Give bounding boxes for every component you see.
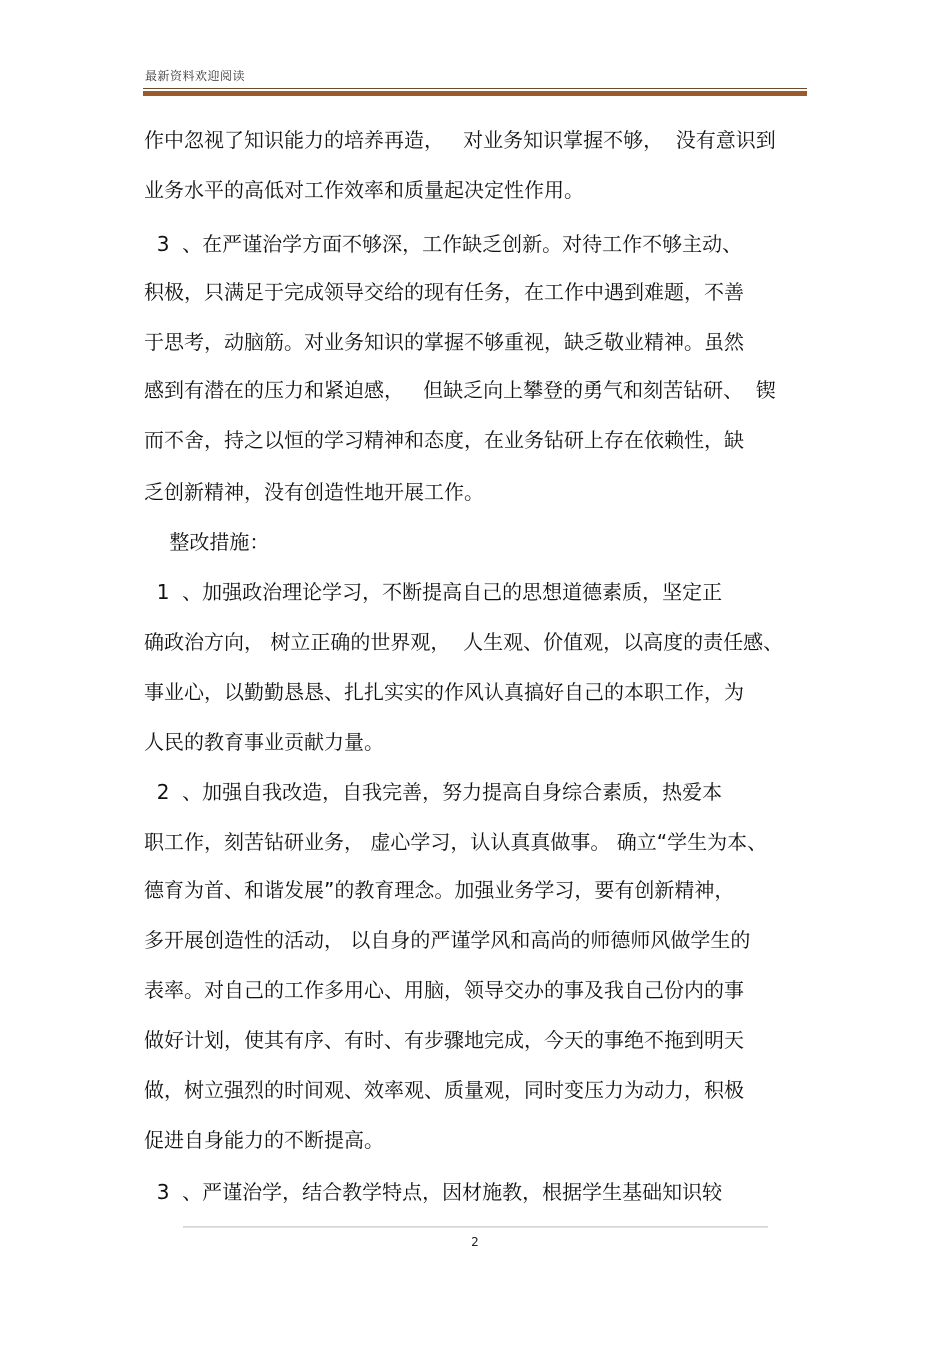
- header-divider-thin: [143, 88, 807, 89]
- header-title: 最新资料欢迎阅读: [145, 69, 246, 83]
- header-divider-thick: [143, 91, 807, 96]
- text-line: 于思考，动脑筋。对业务知识的掌握不够重视，缺乏敬业精神。虽然: [144, 330, 744, 354]
- text-line: 人民的教育事业贡献力量。: [144, 730, 384, 754]
- footer-divider: [183, 1226, 768, 1228]
- text-line: 1 、加强政治理论学习，不断提高自己的思想道德素质，坚定正: [144, 580, 723, 604]
- page-number: 2: [471, 1235, 479, 1249]
- text-line: 多开展创造性的活动， 以自身的严谨学风和高尚的师德师风做学生的: [144, 928, 751, 952]
- text-line: 事业心，以勤勤恳恳、扎扎实实的作风认真搞好自己的本职工作，为: [144, 680, 744, 704]
- text-line: 作中忽视了知识能力的培养再造， 对业务知识掌握不够， 没有意识到: [144, 128, 776, 152]
- text-line: 德育为首、和谐发展”的教育理念。加强业务学习，要有创新精神，: [144, 878, 735, 902]
- text-line: 确政治方向， 树立正确的世界观， 人生观、价值观，以高度的责任感、: [144, 630, 784, 654]
- text-line: 做好计划，使其有序、有时、有步骤地完成，今天的事绝不拖到明天: [144, 1028, 744, 1052]
- text-line: 感到有潜在的压力和紧迫感， 但缺乏向上攀登的勇气和刻苦钻研、 锲: [144, 378, 776, 402]
- text-line: 积极，只满足于完成领导交给的现有任务，在工作中遇到难题，不善: [144, 280, 744, 304]
- text-line: 3 、在严谨治学方面不够深，工作缺乏创新。对待工作不够主动、: [144, 232, 743, 256]
- text-line: 2 、加强自我改造，自我完善，努力提高自身综合素质，热爱本: [144, 780, 723, 804]
- text-line: 职工作，刻苦钻研业务， 虚心学习，认认真真做事。 确立“学生为本、: [144, 830, 768, 854]
- text-line: 而不舍，持之以恒的学习精神和态度，在业务钻研上存在依赖性，缺: [144, 428, 744, 452]
- text-line: 促进自身能力的不断提高。: [144, 1128, 384, 1152]
- text-line: 表率。对自己的工作多用心、用脑，领导交办的事及我自己份内的事: [144, 978, 744, 1002]
- text-line: 业务水平的高低对工作效率和质量起决定性作用。: [144, 178, 584, 202]
- text-line: 做，树立强烈的时间观、效率观、质量观，同时变压力为动力，积极: [144, 1078, 744, 1102]
- section-heading: 整改措施：: [144, 530, 270, 554]
- text-line: 乏创新精神，没有创造性地开展工作。: [144, 480, 484, 504]
- text-line: 3 、严谨治学，结合教学特点，因材施教，根据学生基础知识较: [144, 1180, 723, 1204]
